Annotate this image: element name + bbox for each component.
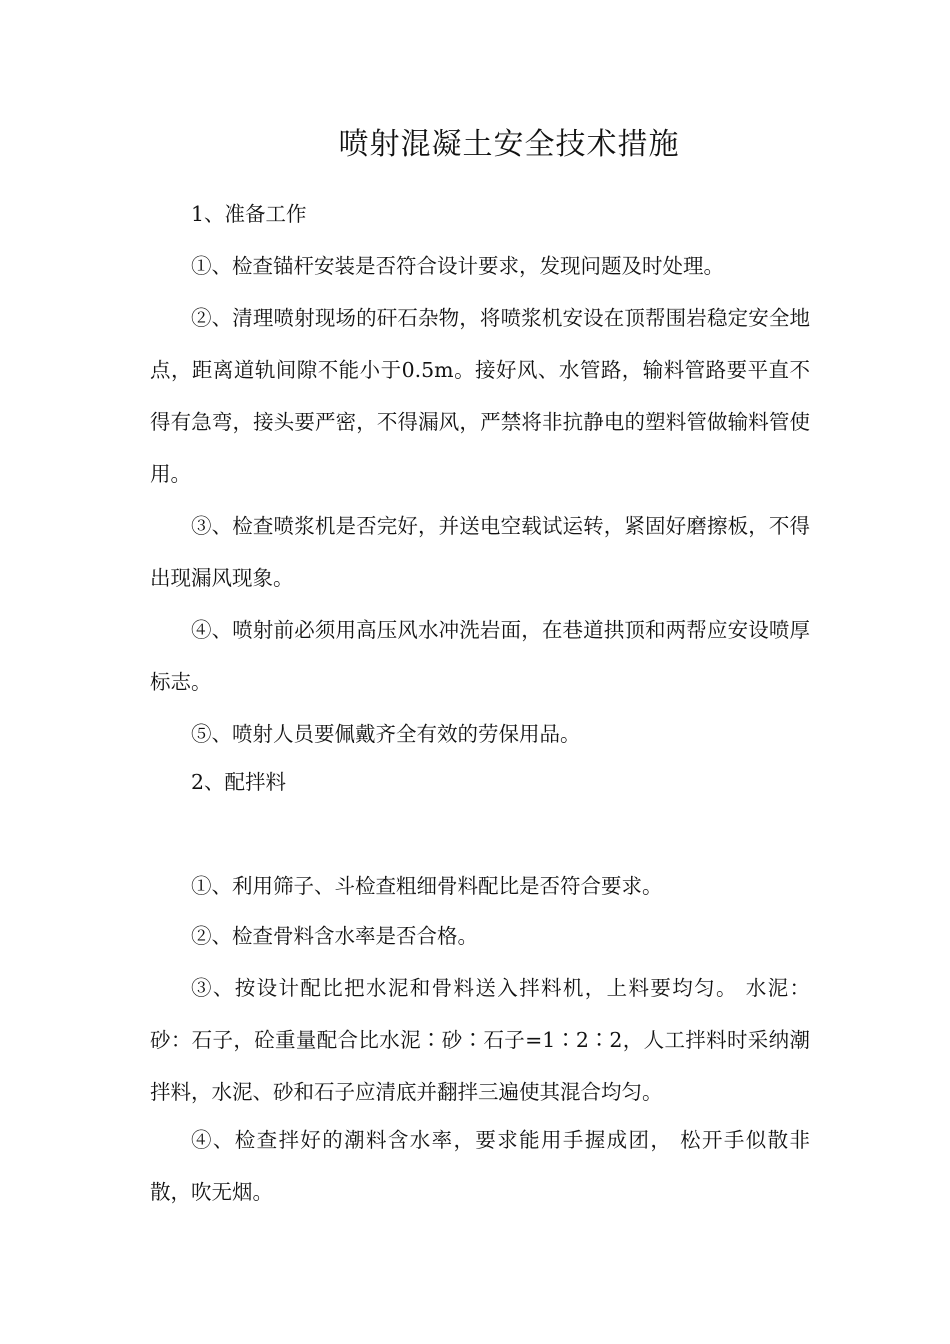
section-heading-mixing: 2、配拌料 (191, 770, 287, 794)
paragraph-item: ⑤、喷射人员要佩戴齐全有效的劳保用品。 (191, 722, 581, 746)
paragraph-item: ①、利用筛子、斗检查粗细骨料配比是否符合要求。 (191, 874, 663, 898)
paragraph-item: ①、检查锚杆安装是否符合设计要求，发现问题及时处理。 (191, 254, 724, 278)
document-title: 喷射混凝土安全技术措施 (338, 127, 680, 162)
paragraph-item: ④、检查拌好的潮料含水率，要求能用手握成团， 松开手似散非散，吹无烟。 (150, 1128, 810, 1204)
paragraph-item: ④、喷射前必须用高压风水冲洗岩面，在巷道拱顶和两帮应安设喷厚标志。 (150, 618, 810, 694)
paragraph-item: ②、检查骨料含水率是否合格。 (191, 924, 478, 948)
section-heading-preparation: 1、准备工作 (191, 202, 307, 226)
paragraph-item: ③、按设计配比把水泥和骨料送入拌料机，上料要均匀。 水泥：砂：石子，砼重量配合比水泥∶砂∶石子=1∶2∶2，人工拌料时采纳潮拌料，水泥、砂和石子应清底并翻拌三遍使其混合均匀。 (150, 976, 810, 1104)
paragraph-item: ③、检查喷浆机是否完好，并送电空载试运转，紧固好磨擦板，不得出现漏风现象。 (150, 514, 810, 590)
paragraph-item: ②、清理喷射现场的矸石杂物，将喷浆机安设在顶帮围岩稳定安全地点，距离道轨间隙不能小于0.5m。接好风、水管路，输料管路要平直不得有急弯，接头要严密，不得漏风，严禁将非抗静电的塑料管做输料管使用。 (150, 306, 810, 486)
